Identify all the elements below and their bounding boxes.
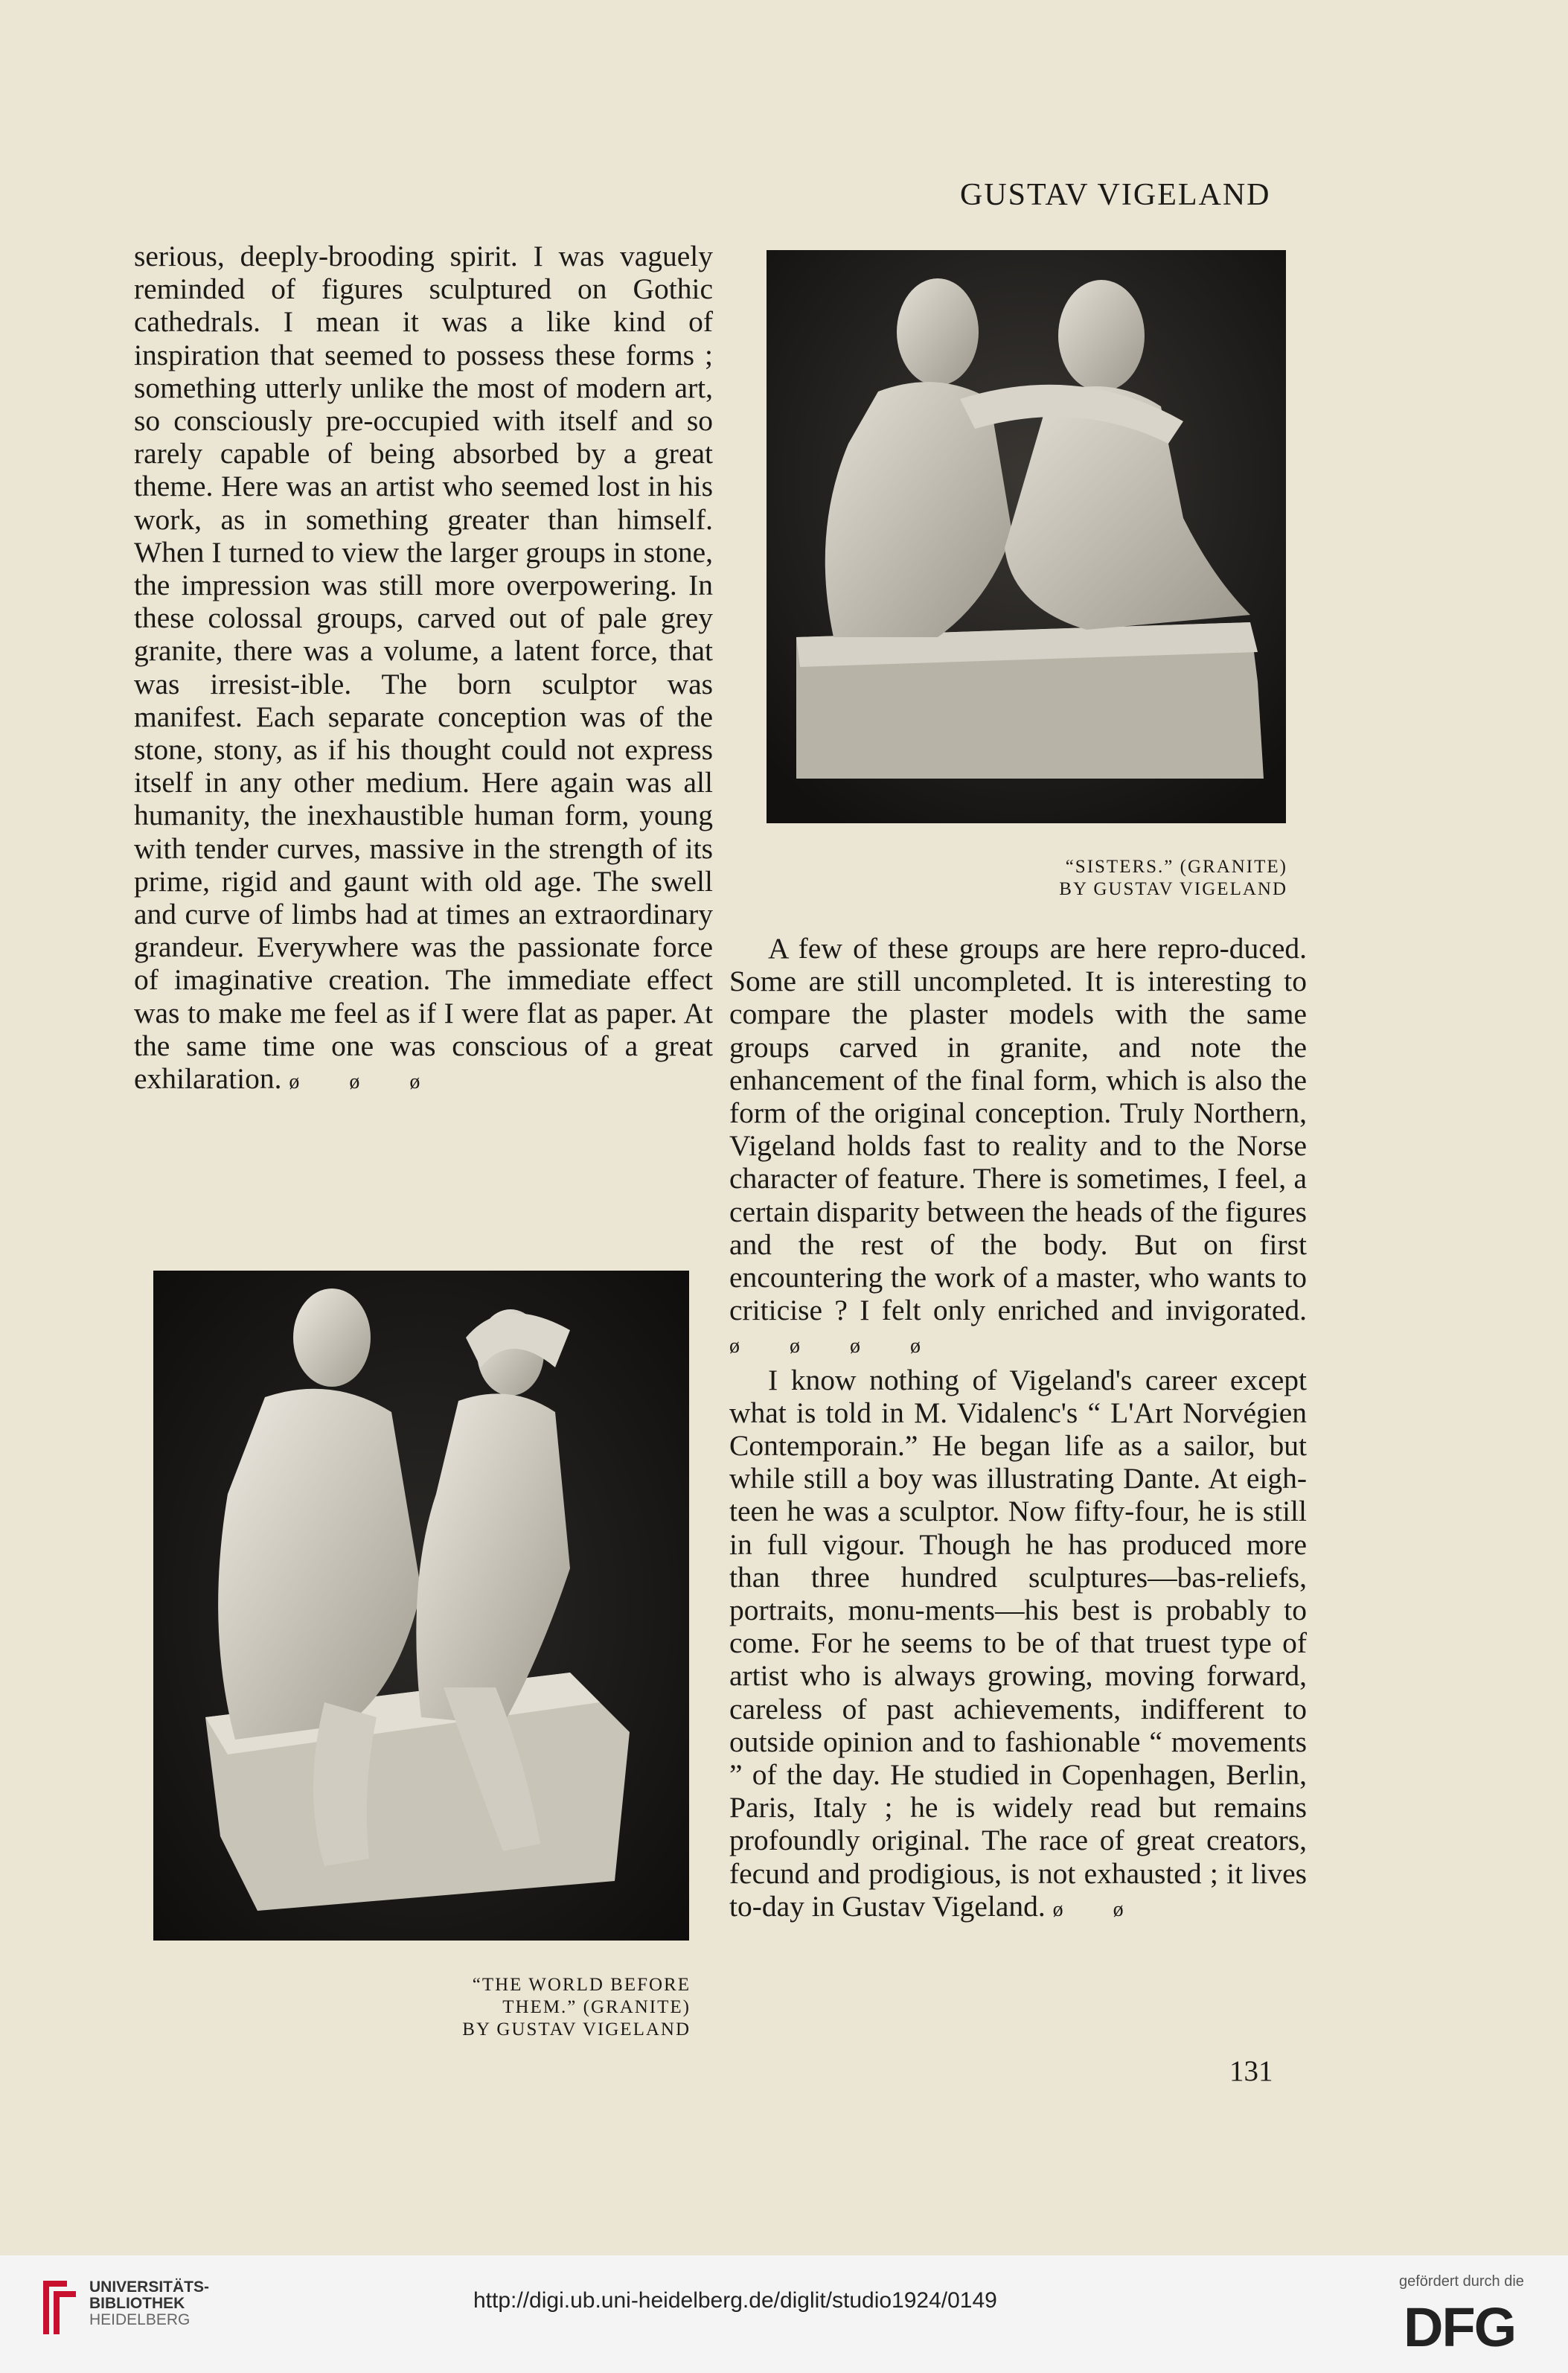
ornament-right-2: ø ø xyxy=(1052,1897,1146,1921)
right-paragraph-2-text: I know nothing of Vigeland's career except what is told in M. Vidalenc's “ L'Art Norvégien Contemporain.” He began life as a sailor, but while still a boy was illustrating Dante. At eigh-teen he was a sculptor. Now fifty-four, he is still in full vigour. Though he has produced more than three hundred sculptures—bas-reliefs, portraits, monu-ments—his best is probably to come. For he seems to be of that truest type of artist who is always growing, moving forward, careless of past achievements, indifferent to outside opinion and to fashionable “ movements ” of the day. He studied in Copenhagen, Berlin, Paris, Italy ; he is widely read but remains profoundly original. The race of great creators, fecund and prodigious, is not exhausted ; it lives to-day in Gustav Vigeland. xyxy=(729,1363,1307,1923)
left-paragraph-text: serious, deeply-brooding spirit. I was vaguely reminded of figures sculptured on Gothic cathedrals. I mean it was a like kind of inspiration that seemed to possess these forms ; something utterly unlike the most of modern art, so consciously pre-occupied with itself and so rarely capable of being absorbed by a great theme. Here was an artist who seemed lost in his work, as in something greater than himself. When I turned to view the larger groups in stone, the impression was still more overpowering. In these colossal groups, carved out of pale grey granite, there was a volume, a latent force, that was irresist-ible. The born sculptor was manifest. Each separate conception was of the stone, stony, as if his thought could not express itself in any other medium. Here again was all humanity, the inexhaustible human form, young with tender curves, massive in the strength of its prime, rigid and gaunt with old age. The swell and curve of limbs had at times an extraordinary grandeur. Everywhere was the passionate force of imaginative creation. The immediate effect was to make me feel as if I were flat as paper. At the same time one was conscious of a great exhilaration. xyxy=(134,240,713,1096)
university-library-logo-icon[interactable] xyxy=(39,2276,80,2342)
permalink-url[interactable]: http://digi.ub.uni-heidelberg.de/diglit/studio1924/0149 xyxy=(473,2288,997,2313)
dfg-logo[interactable]: DFG xyxy=(1404,2296,1516,2358)
running-head: GUSTAV VIGELAND xyxy=(960,178,1271,212)
caption-sisters-line2: BY GUSTAV VIGELAND xyxy=(1059,879,1287,899)
caption-world-line2: THEM.” (GRANITE) xyxy=(502,1997,691,2017)
right-paragraph-1 xyxy=(729,932,1307,1364)
right-paragraph-2 xyxy=(729,1364,1307,1926)
sisters-sculpture-image xyxy=(767,250,1286,823)
caption-sisters xyxy=(938,856,1287,901)
university-library-name xyxy=(89,2279,209,2328)
caption-world-line1: “THE WORLD BEFORE xyxy=(472,1975,691,1995)
funded-by-label: gefördert durch die xyxy=(1399,2273,1524,2290)
library-line1: UNIVERSITÄTS- xyxy=(89,2278,210,2296)
footer-bar xyxy=(0,2255,1568,2373)
library-line2: BIBLIOTHEK xyxy=(89,2295,185,2312)
ornament-left: ø ø ø xyxy=(289,1070,443,1094)
ornament-right-1: ø ø ø ø xyxy=(729,1335,943,1358)
left-column xyxy=(134,240,713,1099)
caption-world-line3: BY GUSTAV VIGELAND xyxy=(462,2019,691,2040)
caption-sisters-line1: “SISTERS.” (GRANITE) xyxy=(1065,857,1287,877)
photo-sisters xyxy=(767,250,1286,823)
caption-world-before-them xyxy=(372,1974,691,2041)
left-paragraph xyxy=(134,240,713,1099)
right-column xyxy=(729,932,1307,1926)
library-line3: HEIDELBERG xyxy=(89,2311,191,2328)
photo-world-before-them xyxy=(153,1271,689,1941)
right-paragraph-1-text: A few of these groups are here repro-duced. Some are still uncompleted. It is interesting to compare the plaster models with the same groups carved in granite, and note the enhancement of the final form, which is also the form of the original conception. Truly Northern, Vigeland holds fast to reality and to the Norse character of feature. There is sometimes, I feel, a certain disparity between the heads of the figures and the rest of the body. But on first encountering the work of a master, who wants to criticise ? I felt only enriched and invigorated. xyxy=(729,932,1307,1327)
page-number: 131 xyxy=(1229,2055,1273,2087)
world-before-them-sculpture-image xyxy=(153,1271,689,1941)
